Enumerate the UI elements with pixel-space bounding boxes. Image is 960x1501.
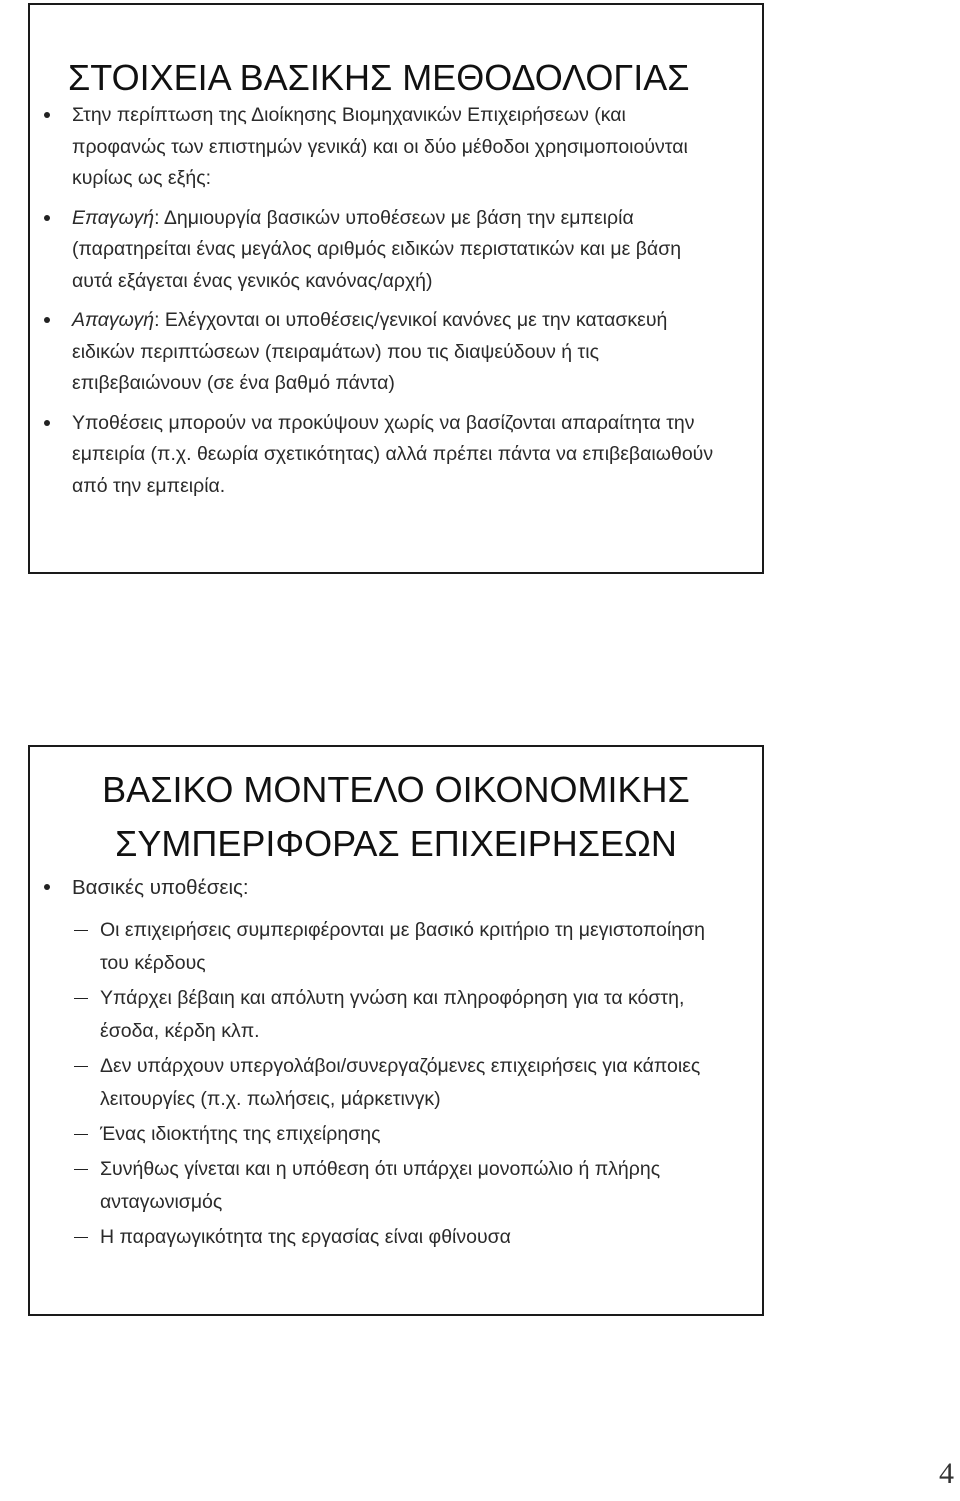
sub-bullet-text: Ένας ιδιοκτήτης της επιχείρησης xyxy=(100,1122,381,1145)
slide-2-bullet-list xyxy=(42,872,722,1262)
bullet-text: Υποθέσεις μπορούν να προκύψουν χωρίς να βασίζονται απαραίτητα την εμπειρία (π.χ. θεωρία σχετικότητας) αλλά πρέπει πάντα να επιβεβαιωθούν από την εμπειρία. xyxy=(72,411,714,497)
sub-bullet-text: Συνήθως γίνεται και η υπόθεση ότι υπάρχει μονοπώλιο ή πλήρης ανταγωνισμός xyxy=(100,1157,661,1213)
sub-bullet-text: Οι επιχειρήσεις συμπεριφέρονται με βασικό κριτήριο τη μεγιστοποίηση του κέρδους xyxy=(100,918,705,974)
sub-bullet-item xyxy=(74,1050,722,1116)
sub-bullet-list xyxy=(74,914,722,1254)
bullet-term: Απαγωγή xyxy=(72,309,155,331)
bullet-dot-icon xyxy=(44,420,50,426)
bullet-item xyxy=(42,872,722,1254)
bullet-item xyxy=(42,100,722,195)
sub-bullet-item xyxy=(74,982,722,1048)
dash-icon xyxy=(74,1134,88,1136)
sub-bullet-text: Δεν υπάρχουν υπεργολάβοι/συνεργαζόμενες επιχειρήσεις για κάποιες λειτουργίες (π.χ. πωλήσεις, μάρκετινγκ) xyxy=(100,1054,701,1110)
slide-2-title-line-2: ΣΥΜΠΕΡΙΦΟΡΑΣ ΕΠΙΧΕΙΡΗΣΕΩΝ xyxy=(115,823,677,864)
bullet-text: : Δημιουργία βασικών υποθέσεων με βάση την εμπειρία (παρατηρείται ένας μεγάλος αριθμός ειδικών περιστατικών και με βάση αυτά εξάγεται ένας γενικός κανόνας/αρχή) xyxy=(72,206,682,292)
bullet-text: : Ελέγχονται οι υποθέσεις/γενικοί κανόνες με την κατασκευή ειδικών περιπτώσεων (πειραμάτων) που τις διαψεύδουν ή τις επιβεβαιώνουν (σε ένα βαθμό πάντα) xyxy=(72,309,668,394)
bullet-dot-icon xyxy=(44,215,50,221)
sub-bullet-item xyxy=(74,914,722,980)
dash-icon xyxy=(74,1237,88,1239)
dash-icon xyxy=(74,930,88,932)
slide-2-title xyxy=(30,763,762,871)
sub-bullet-text: Υπάρχει βέβαιη και απόλυτη γνώση και πληροφόρηση για τα κόστη, έσοδα, κέρδη κλπ. xyxy=(100,986,685,1042)
bullet-item xyxy=(42,203,722,298)
dash-icon xyxy=(74,998,88,1000)
page-number: 4 xyxy=(939,1457,954,1490)
slide-1-title: ΣΤΟΙΧΕΙΑ ΒΑΣΙΚΗΣ ΜΕΘΟΔΟΛΟΓΙΑΣ xyxy=(68,57,690,98)
dash-icon xyxy=(74,1066,88,1068)
bullet-text: Βασικές υποθέσεις: xyxy=(72,876,249,899)
bullet-text: Στην περίπτωση της Διοίκησης Βιομηχανικών Επιχειρήσεων (και προφανώς των επιστημών γενικά) και οι δύο μέθοδοι χρησιμοποιούνται κυρίως ως εξής: xyxy=(72,104,688,189)
sub-bullet-text: Η παραγωγικότητα της εργασίας είναι φθίνουσα xyxy=(100,1225,511,1248)
bullet-item xyxy=(42,305,722,400)
sub-bullet-item xyxy=(74,1153,722,1219)
bullet-dot-icon xyxy=(44,112,50,118)
bullet-dot-icon xyxy=(44,884,50,890)
bullet-dot-icon xyxy=(44,317,50,323)
slide-1-bullet-list xyxy=(42,100,722,510)
sub-bullet-item xyxy=(74,1221,722,1254)
bullet-item xyxy=(42,408,722,503)
slide-2-title-line-1: ΒΑΣΙΚΟ ΜΟΝΤΕΛΟ ΟΙΚΟΝΟΜΙΚΗΣ xyxy=(102,769,690,810)
sub-bullet-item xyxy=(74,1118,722,1151)
bullet-term: Επαγωγή xyxy=(72,206,155,229)
dash-icon xyxy=(74,1169,88,1171)
